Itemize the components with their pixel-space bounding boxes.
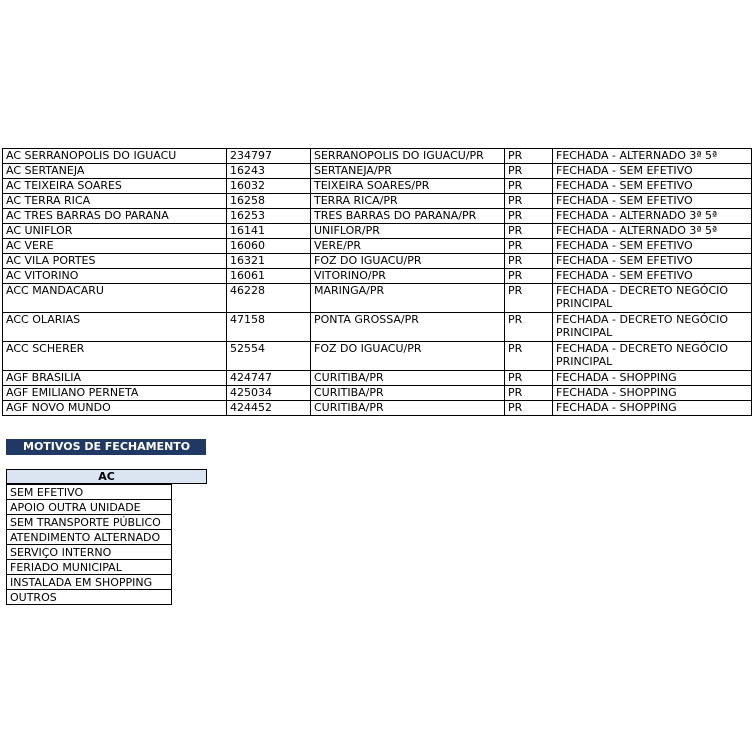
cell-uf: PR (505, 179, 553, 194)
cell-situacao: FECHADA - SEM EFETIVO (553, 254, 752, 269)
motivos-header: AC (6, 469, 207, 484)
cell-codigo: 16258 (227, 194, 311, 209)
cell-codigo: 46228 (227, 284, 311, 313)
table-row (3, 254, 752, 269)
cell-codigo: 16032 (227, 179, 311, 194)
table-row (3, 164, 752, 179)
cell-uf: PR (505, 371, 553, 386)
cell-situacao: FECHADA - SEM EFETIVO (553, 269, 752, 284)
motivo-label: APOIO OUTRA UNIDADE (7, 500, 172, 515)
cell-municipio: VITORINO/PR (311, 269, 505, 284)
list-item (7, 575, 172, 590)
cell-unidade: AC SERTANEJA (3, 164, 227, 179)
table-row (3, 313, 752, 342)
cell-uf: PR (505, 401, 553, 416)
cell-unidade: AC VITORINO (3, 269, 227, 284)
table-row (3, 149, 752, 164)
cell-unidade: ACC SCHERER (3, 342, 227, 371)
cell-unidade: AC TRES BARRAS DO PARANA (3, 209, 227, 224)
cell-situacao: FECHADA - DECRETO NEGÓCIO PRINCIPAL (553, 342, 752, 371)
cell-uf: PR (505, 149, 553, 164)
list-item (7, 530, 172, 545)
cell-codigo: 234797 (227, 149, 311, 164)
table-row (3, 401, 752, 416)
cell-municipio: VERE/PR (311, 239, 505, 254)
cell-municipio: CURITIBA/PR (311, 386, 505, 401)
cell-situacao: FECHADA - SEM EFETIVO (553, 194, 752, 209)
agencias-table (2, 148, 752, 416)
table-row (3, 179, 752, 194)
cell-unidade: AC TEIXEIRA SOARES (3, 179, 227, 194)
cell-codigo: 16060 (227, 239, 311, 254)
motivos-list (6, 484, 172, 605)
table-row (3, 209, 752, 224)
cell-uf: PR (505, 254, 553, 269)
cell-uf: PR (505, 239, 553, 254)
cell-codigo: 16061 (227, 269, 311, 284)
table-row (3, 342, 752, 371)
cell-unidade: AC VILA PORTES (3, 254, 227, 269)
cell-unidade: AC VERE (3, 239, 227, 254)
list-item (7, 515, 172, 530)
cell-municipio: MARINGA/PR (311, 284, 505, 313)
table-row (3, 239, 752, 254)
list-item (7, 590, 172, 605)
motivo-label: SEM EFETIVO (7, 485, 172, 500)
cell-municipio: PONTA GROSSA/PR (311, 313, 505, 342)
motivo-label: FERIADO MUNICIPAL (7, 560, 172, 575)
cell-situacao: FECHADA - ALTERNADO 3ª 5ª (553, 209, 752, 224)
cell-codigo: 424452 (227, 401, 311, 416)
cell-codigo: 16141 (227, 224, 311, 239)
cell-uf: PR (505, 342, 553, 371)
cell-codigo: 16321 (227, 254, 311, 269)
cell-municipio: TERRA RICA/PR (311, 194, 505, 209)
motivo-label: OUTROS (7, 590, 172, 605)
cell-situacao: FECHADA - ALTERNADO 3ª 5ª (553, 224, 752, 239)
cell-municipio: FOZ DO IGUACU/PR (311, 254, 505, 269)
cell-unidade: AC TERRA RICA (3, 194, 227, 209)
cell-uf: PR (505, 209, 553, 224)
cell-codigo: 16243 (227, 164, 311, 179)
cell-situacao: FECHADA - DECRETO NEGÓCIO PRINCIPAL (553, 284, 752, 313)
cell-situacao: FECHADA - DECRETO NEGÓCIO PRINCIPAL (553, 313, 752, 342)
cell-uf: PR (505, 386, 553, 401)
cell-uf: PR (505, 284, 553, 313)
cell-unidade: AC UNIFLOR (3, 224, 227, 239)
list-item (7, 545, 172, 560)
list-item (7, 500, 172, 515)
motivos-title: MOTIVOS DE FECHAMENTO (6, 439, 206, 455)
table-row (3, 224, 752, 239)
cell-situacao: FECHADA - SHOPPING (553, 371, 752, 386)
cell-municipio: TRES BARRAS DO PARANA/PR (311, 209, 505, 224)
cell-situacao: FECHADA - SHOPPING (553, 401, 752, 416)
cell-unidade: AGF NOVO MUNDO (3, 401, 227, 416)
cell-codigo: 52554 (227, 342, 311, 371)
table-row (3, 284, 752, 313)
motivo-label: SERVIÇO INTERNO (7, 545, 172, 560)
cell-unidade: AC SERRANOPOLIS DO IGUACU (3, 149, 227, 164)
cell-situacao: FECHADA - SEM EFETIVO (553, 164, 752, 179)
cell-municipio: SERTANEJA/PR (311, 164, 505, 179)
cell-unidade: ACC MANDACARU (3, 284, 227, 313)
cell-municipio: CURITIBA/PR (311, 371, 505, 386)
cell-unidade: ACC OLARIAS (3, 313, 227, 342)
cell-situacao: FECHADA - SHOPPING (553, 386, 752, 401)
list-item (7, 560, 172, 575)
list-item (7, 485, 172, 500)
cell-situacao: FECHADA - ALTERNADO 3ª 5ª (553, 149, 752, 164)
motivo-label: ATENDIMENTO ALTERNADO (7, 530, 172, 545)
table-row (3, 194, 752, 209)
table-row (3, 371, 752, 386)
cell-codigo: 425034 (227, 386, 311, 401)
cell-municipio: CURITIBA/PR (311, 401, 505, 416)
cell-uf: PR (505, 224, 553, 239)
cell-municipio: TEIXEIRA SOARES/PR (311, 179, 505, 194)
cell-situacao: FECHADA - SEM EFETIVO (553, 179, 752, 194)
cell-uf: PR (505, 269, 553, 284)
cell-unidade: AGF BRASILIA (3, 371, 227, 386)
motivo-label: INSTALADA EM SHOPPING (7, 575, 172, 590)
cell-uf: PR (505, 164, 553, 179)
cell-municipio: FOZ DO IGUACU/PR (311, 342, 505, 371)
cell-situacao: FECHADA - SEM EFETIVO (553, 239, 752, 254)
motivo-label: SEM TRANSPORTE PÚBLICO (7, 515, 172, 530)
cell-codigo: 16253 (227, 209, 311, 224)
cell-codigo: 47158 (227, 313, 311, 342)
cell-uf: PR (505, 313, 553, 342)
cell-uf: PR (505, 194, 553, 209)
cell-codigo: 424747 (227, 371, 311, 386)
cell-municipio: UNIFLOR/PR (311, 224, 505, 239)
cell-municipio: SERRANOPOLIS DO IGUACU/PR (311, 149, 505, 164)
cell-unidade: AGF EMILIANO PERNETA (3, 386, 227, 401)
table-row (3, 269, 752, 284)
table-row (3, 386, 752, 401)
